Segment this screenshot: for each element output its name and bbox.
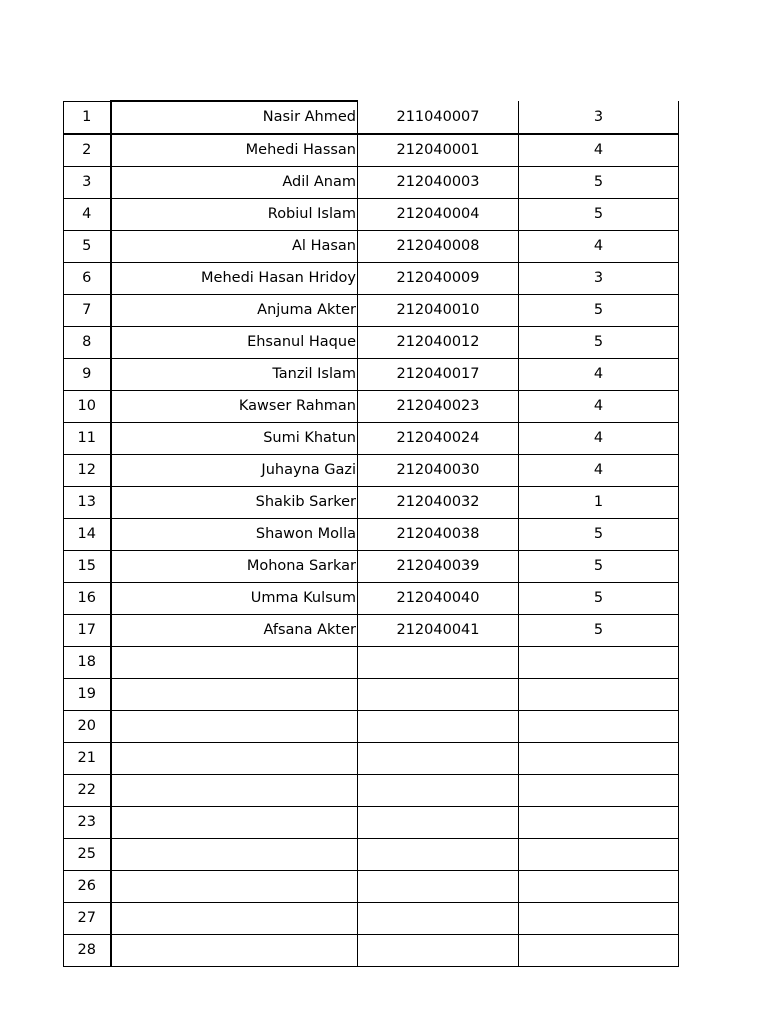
student-name-cell: Al Hasan (111, 231, 358, 263)
row-number-cell: 26 (64, 871, 111, 903)
row-number-cell: 3 (64, 167, 111, 199)
student-id-cell (358, 647, 519, 679)
table-row (64, 807, 679, 839)
score-cell: 5 (519, 615, 679, 647)
table-row (64, 134, 679, 167)
score-cell: 4 (519, 391, 679, 423)
score-cell: 5 (519, 295, 679, 327)
student-id-cell: 212040024 (358, 423, 519, 455)
student-name-cell (111, 935, 358, 967)
score-cell: 3 (519, 101, 679, 134)
score-cell (519, 871, 679, 903)
score-cell: 5 (519, 327, 679, 359)
row-number-cell: 8 (64, 327, 111, 359)
row-number-cell: 12 (64, 455, 111, 487)
table-row (64, 615, 679, 647)
score-cell: 5 (519, 199, 679, 231)
score-cell (519, 775, 679, 807)
table-row (64, 903, 679, 935)
student-name-cell: Adil Anam (111, 167, 358, 199)
score-cell: 4 (519, 423, 679, 455)
table-row (64, 551, 679, 583)
table-row (64, 167, 679, 199)
row-number-cell: 6 (64, 263, 111, 295)
score-cell (519, 647, 679, 679)
row-number-cell: 28 (64, 935, 111, 967)
student-name-cell (111, 743, 358, 775)
student-id-cell (358, 839, 519, 871)
student-id-cell: 212040004 (358, 199, 519, 231)
student-name-cell: Mohona Sarkar (111, 551, 358, 583)
table-row (64, 423, 679, 455)
row-number-cell: 14 (64, 519, 111, 551)
table-row (64, 101, 679, 134)
row-number-cell: 19 (64, 679, 111, 711)
score-cell: 3 (519, 263, 679, 295)
row-number-cell: 2 (64, 134, 111, 167)
student-id-cell: 212040041 (358, 615, 519, 647)
row-number-cell: 25 (64, 839, 111, 871)
student-id-cell: 212040017 (358, 359, 519, 391)
student-name-cell: Nasir Ahmed (111, 101, 358, 134)
table-row (64, 327, 679, 359)
score-cell (519, 743, 679, 775)
row-number-cell: 9 (64, 359, 111, 391)
student-table (63, 100, 679, 967)
table-row (64, 487, 679, 519)
score-cell: 4 (519, 134, 679, 167)
student-table-sheet (63, 100, 679, 967)
student-name-cell: Juhayna Gazi (111, 455, 358, 487)
student-name-cell (111, 679, 358, 711)
table-row (64, 231, 679, 263)
table-row (64, 679, 679, 711)
table-row (64, 647, 679, 679)
student-name-cell: Mehedi Hasan Hridoy (111, 263, 358, 295)
table-row (64, 935, 679, 967)
row-number-cell: 27 (64, 903, 111, 935)
row-number-cell: 15 (64, 551, 111, 583)
student-name-cell: Robiul Islam (111, 199, 358, 231)
score-cell: 4 (519, 455, 679, 487)
row-number-cell: 16 (64, 583, 111, 615)
student-id-cell: 212040040 (358, 583, 519, 615)
student-id-cell: 212040032 (358, 487, 519, 519)
student-name-cell: Mehedi Hassan (111, 134, 358, 167)
student-name-cell: Shakib Sarker (111, 487, 358, 519)
table-row (64, 519, 679, 551)
student-id-cell (358, 743, 519, 775)
student-id-cell: 211040007 (358, 101, 519, 134)
row-number-cell: 4 (64, 199, 111, 231)
student-table-body (64, 101, 679, 967)
student-name-cell: Tanzil Islam (111, 359, 358, 391)
row-number-cell: 20 (64, 711, 111, 743)
score-cell (519, 679, 679, 711)
row-number-cell: 13 (64, 487, 111, 519)
student-id-cell: 212040039 (358, 551, 519, 583)
student-name-cell (111, 807, 358, 839)
table-row (64, 359, 679, 391)
student-id-cell: 212040008 (358, 231, 519, 263)
student-id-cell: 212040001 (358, 134, 519, 167)
student-id-cell: 212040003 (358, 167, 519, 199)
table-row (64, 199, 679, 231)
student-name-cell (111, 839, 358, 871)
row-number-cell: 5 (64, 231, 111, 263)
student-id-cell: 212040010 (358, 295, 519, 327)
student-id-cell (358, 807, 519, 839)
student-id-cell: 212040038 (358, 519, 519, 551)
table-row (64, 839, 679, 871)
student-name-cell (111, 775, 358, 807)
student-name-cell: Shawon Molla (111, 519, 358, 551)
score-cell (519, 903, 679, 935)
table-row (64, 711, 679, 743)
student-id-cell: 212040009 (358, 263, 519, 295)
student-name-cell (111, 903, 358, 935)
score-cell: 4 (519, 231, 679, 263)
student-id-cell: 212040030 (358, 455, 519, 487)
row-number-cell: 22 (64, 775, 111, 807)
student-name-cell: Sumi Khatun (111, 423, 358, 455)
table-row (64, 295, 679, 327)
row-number-cell: 1 (64, 101, 111, 134)
score-cell: 4 (519, 359, 679, 391)
table-row (64, 263, 679, 295)
score-cell: 5 (519, 583, 679, 615)
row-number-cell: 10 (64, 391, 111, 423)
student-name-cell: Ehsanul Haque (111, 327, 358, 359)
student-id-cell (358, 711, 519, 743)
student-name-cell (111, 711, 358, 743)
student-name-cell: Kawser Rahman (111, 391, 358, 423)
row-number-cell: 17 (64, 615, 111, 647)
student-name-cell (111, 871, 358, 903)
row-number-cell: 11 (64, 423, 111, 455)
score-cell: 1 (519, 487, 679, 519)
row-number-cell: 18 (64, 647, 111, 679)
score-cell (519, 807, 679, 839)
table-row (64, 583, 679, 615)
table-row (64, 455, 679, 487)
table-row (64, 743, 679, 775)
table-row (64, 391, 679, 423)
student-id-cell (358, 871, 519, 903)
row-number-cell: 21 (64, 743, 111, 775)
row-number-cell: 7 (64, 295, 111, 327)
row-number-cell: 23 (64, 807, 111, 839)
student-id-cell (358, 903, 519, 935)
student-id-cell: 212040023 (358, 391, 519, 423)
student-name-cell: Anjuma Akter (111, 295, 358, 327)
student-name-cell: Umma Kulsum (111, 583, 358, 615)
student-id-cell (358, 775, 519, 807)
student-name-cell: Afsana Akter (111, 615, 358, 647)
score-cell (519, 935, 679, 967)
student-name-cell (111, 647, 358, 679)
score-cell (519, 839, 679, 871)
table-row (64, 871, 679, 903)
student-id-cell: 212040012 (358, 327, 519, 359)
score-cell: 5 (519, 519, 679, 551)
table-row (64, 775, 679, 807)
score-cell: 5 (519, 167, 679, 199)
score-cell (519, 711, 679, 743)
student-id-cell (358, 679, 519, 711)
student-id-cell (358, 935, 519, 967)
score-cell: 5 (519, 551, 679, 583)
